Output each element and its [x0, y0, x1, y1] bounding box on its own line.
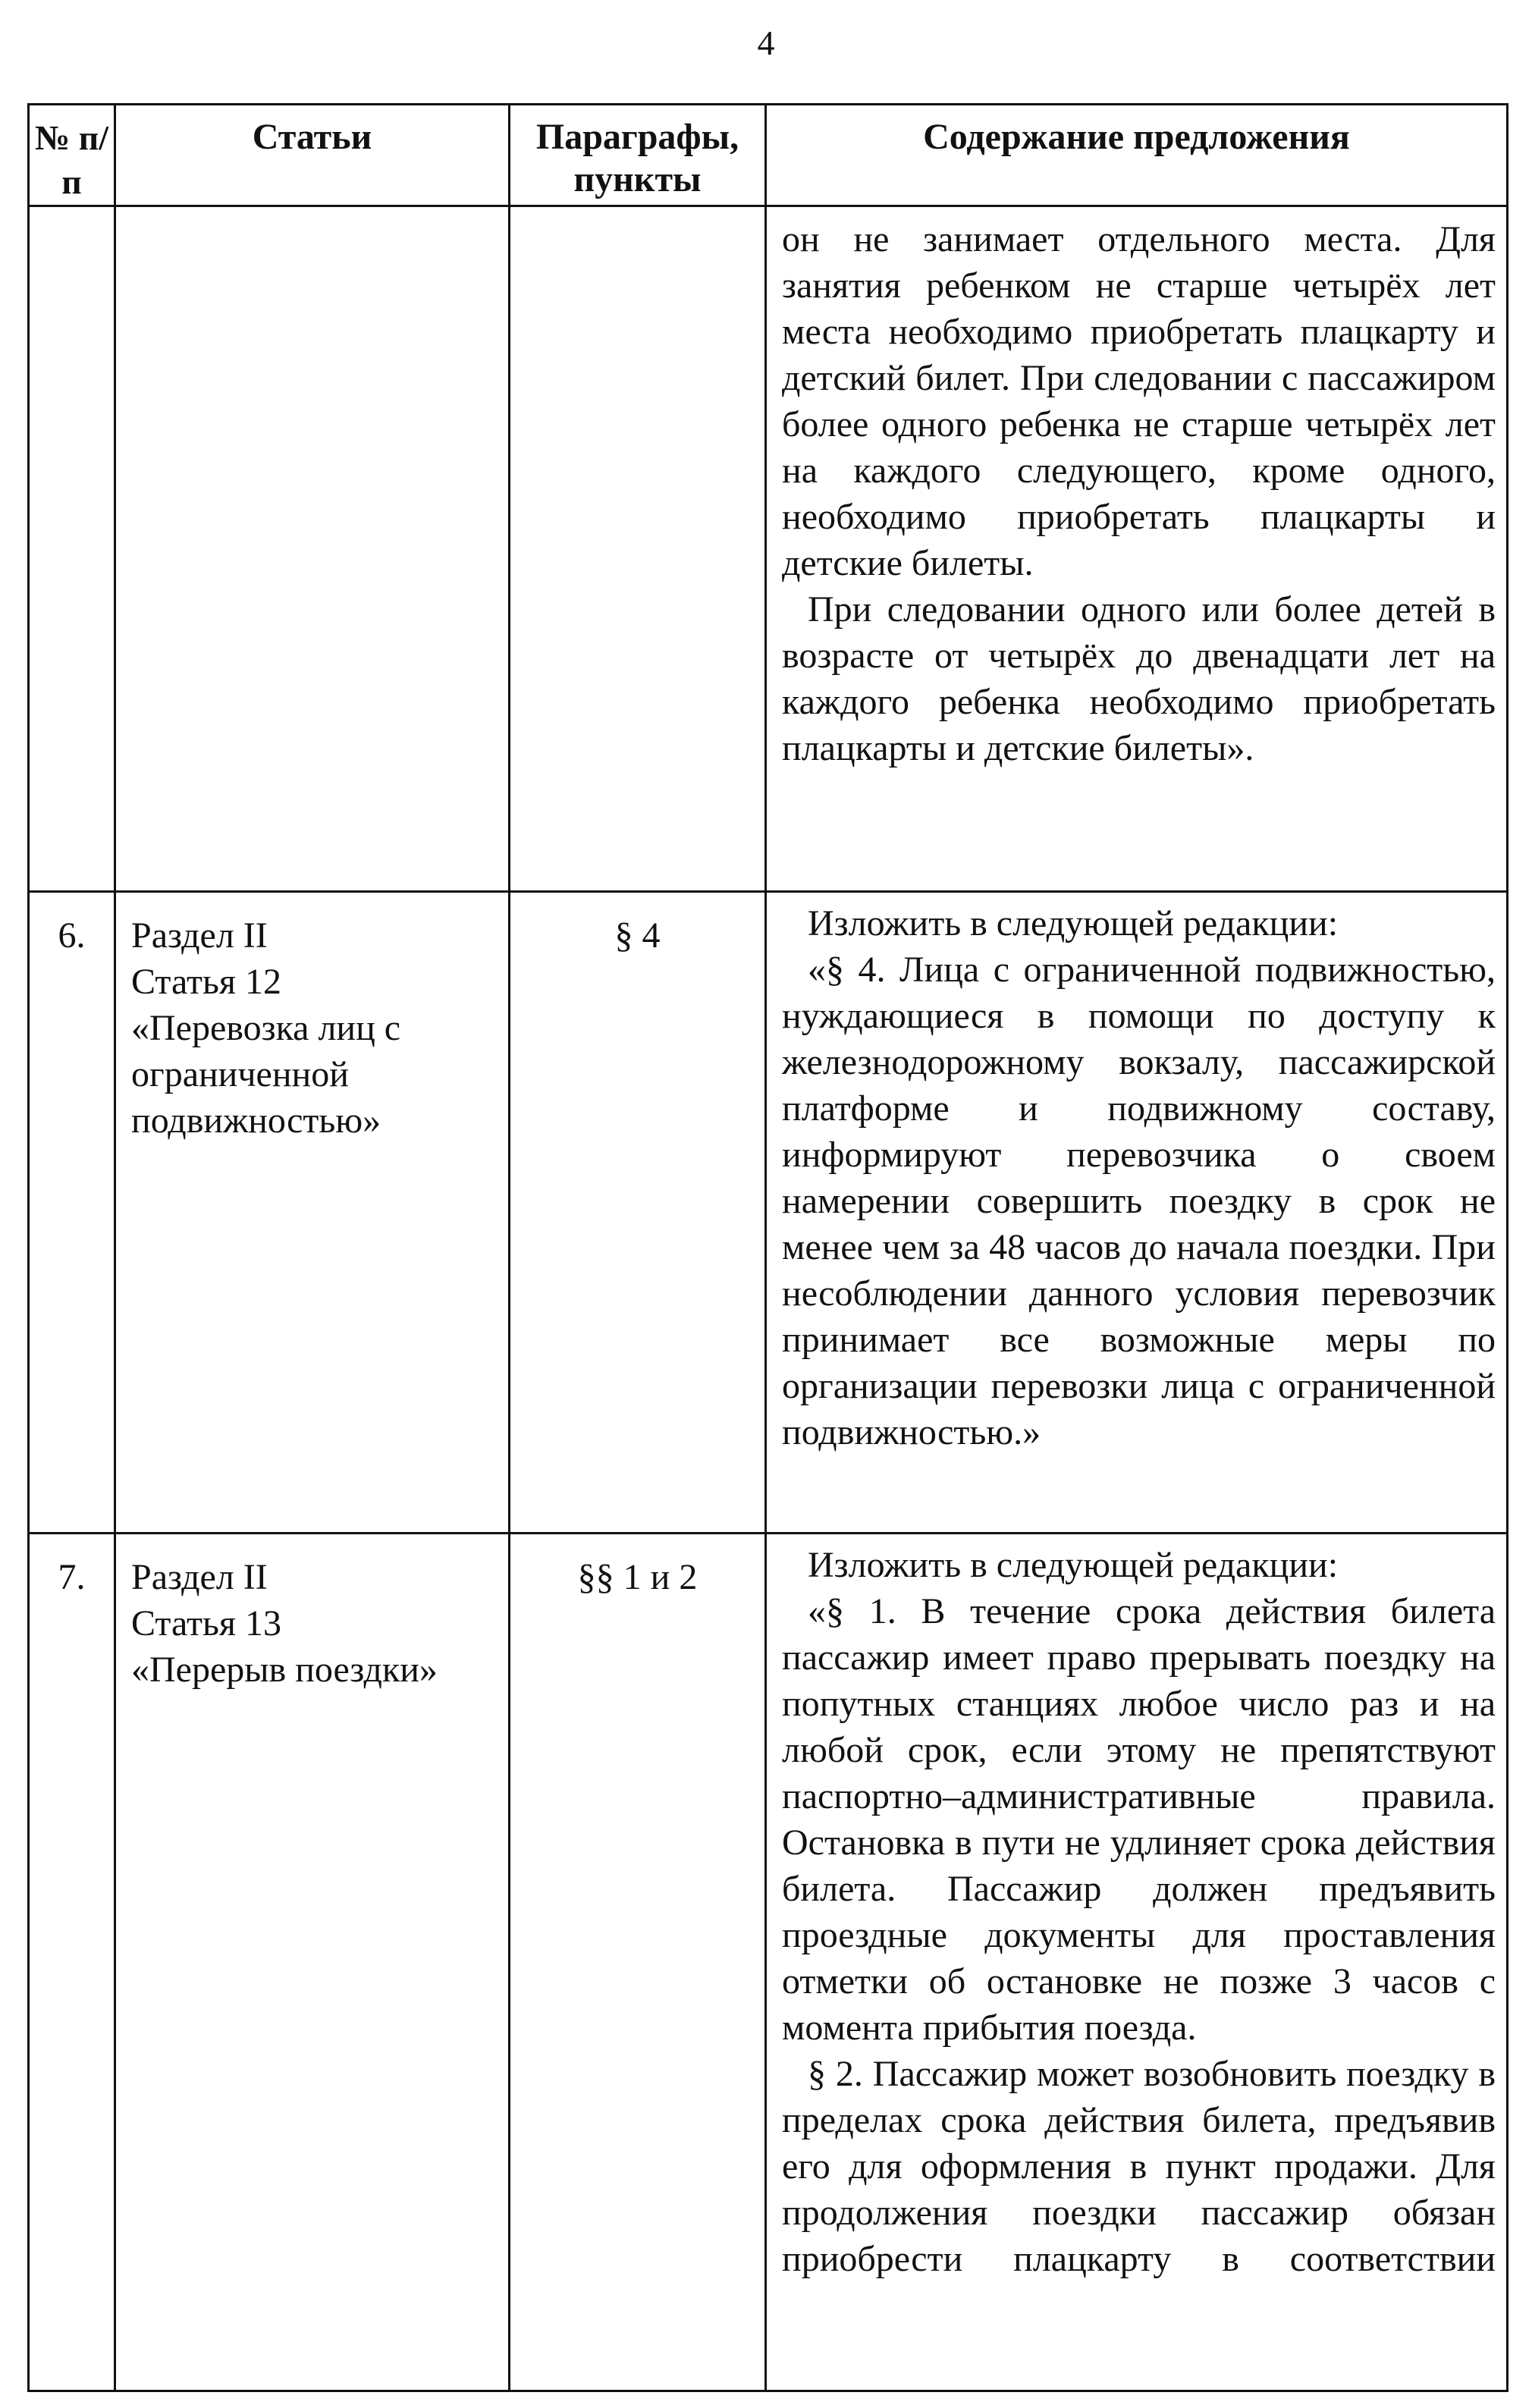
header-number: № п/п [29, 105, 115, 206]
row-article [115, 892, 510, 1534]
header-paragraphs: Параграфы, пункты [510, 105, 766, 206]
article-line: Статья 13 [131, 1603, 281, 1644]
row-paragraphs: § 4 [510, 892, 766, 1534]
header-content: Содержание предложения [766, 105, 1508, 206]
article-line: Статья 12 [131, 962, 281, 1002]
table-row-7 [29, 1534, 1508, 2391]
row-number [29, 206, 115, 892]
proposal-table [27, 103, 1508, 2392]
content-paragraph: Изложить в следующей редакции: [808, 1545, 1339, 1585]
article-line: подвижностью» [131, 1100, 381, 1141]
row-content [766, 1534, 1508, 2391]
row-paragraphs [510, 206, 766, 892]
row-number: 6. [29, 892, 115, 1534]
content-paragraph: При следовании одного или более детей в возрасте от четырёх до двенадцати лет на каждого ребенка необходимо приобретать плацкарты и детские билеты». [782, 589, 1496, 768]
article-line: «Перевозка лиц с [131, 1008, 401, 1048]
article-line: «Перерыв поездки» [131, 1650, 438, 1690]
article-line: ограниченной [131, 1054, 349, 1094]
header-articles: Статьи [115, 105, 510, 206]
content-paragraph: Изложить в следующей редакции: [808, 903, 1339, 943]
row-content [766, 892, 1508, 1534]
article-line: Раздел II [131, 915, 268, 956]
table-header-row [29, 105, 1508, 206]
row-article [115, 1534, 510, 2391]
content-paragraph: он не занимает отдельного места. Для занятия ребенком не старше четырёх лет места необходимо приобретать плацкарту и детский билет. При следовании с пассажиром более одного ребенка не старше четырёх лет на каждого следующего, кроме одного, необходимо приобретать плацкарты и детские билеты. [782, 219, 1496, 583]
content-paragraph: «§ 1. В течение срока действия билета пассажир имеет право прерывать поездку на попутных станциях любое число раз и на любой срок, если этому не препятствуют паспортно–административные правила. Остановка в пути не удлиняет срока действия билета. Пассажир должен предъявить проездные документы для проставления отметки об остановке не позже 3 часов с момента прибытия поезда. [782, 1591, 1496, 2048]
table-row-6 [29, 892, 1508, 1534]
content-paragraph: § 2. Пассажир может возобновить поездку в пределах срока действия билета, предъявив его для оформления в пункт продажи. Для продолжения поездки пассажир обязан приобрести плацкарту в соответствии [782, 2054, 1496, 2279]
row-article [115, 206, 510, 892]
table-row-continuation [29, 206, 1508, 892]
article-line: Раздел II [131, 1557, 268, 1597]
content-paragraph: «§ 4. Лица с ограниченной подвижностью, нуждающиеся в помощи по доступу к железнодорожному вокзалу, пассажирской платформе и подвижному составу, информируют перевозчика о своем намерении совершить поездку в срок не менее чем за 48 часов до начала поездки. При несоблюдении данного условия перевозчик принимает все возможные меры по организации перевозки лица с ограниченной подвижностью.» [782, 950, 1496, 1452]
row-paragraphs: §§ 1 и 2 [510, 1534, 766, 2391]
row-number: 7. [29, 1534, 115, 2391]
page-number: 4 [757, 24, 775, 62]
row-content [766, 206, 1508, 892]
